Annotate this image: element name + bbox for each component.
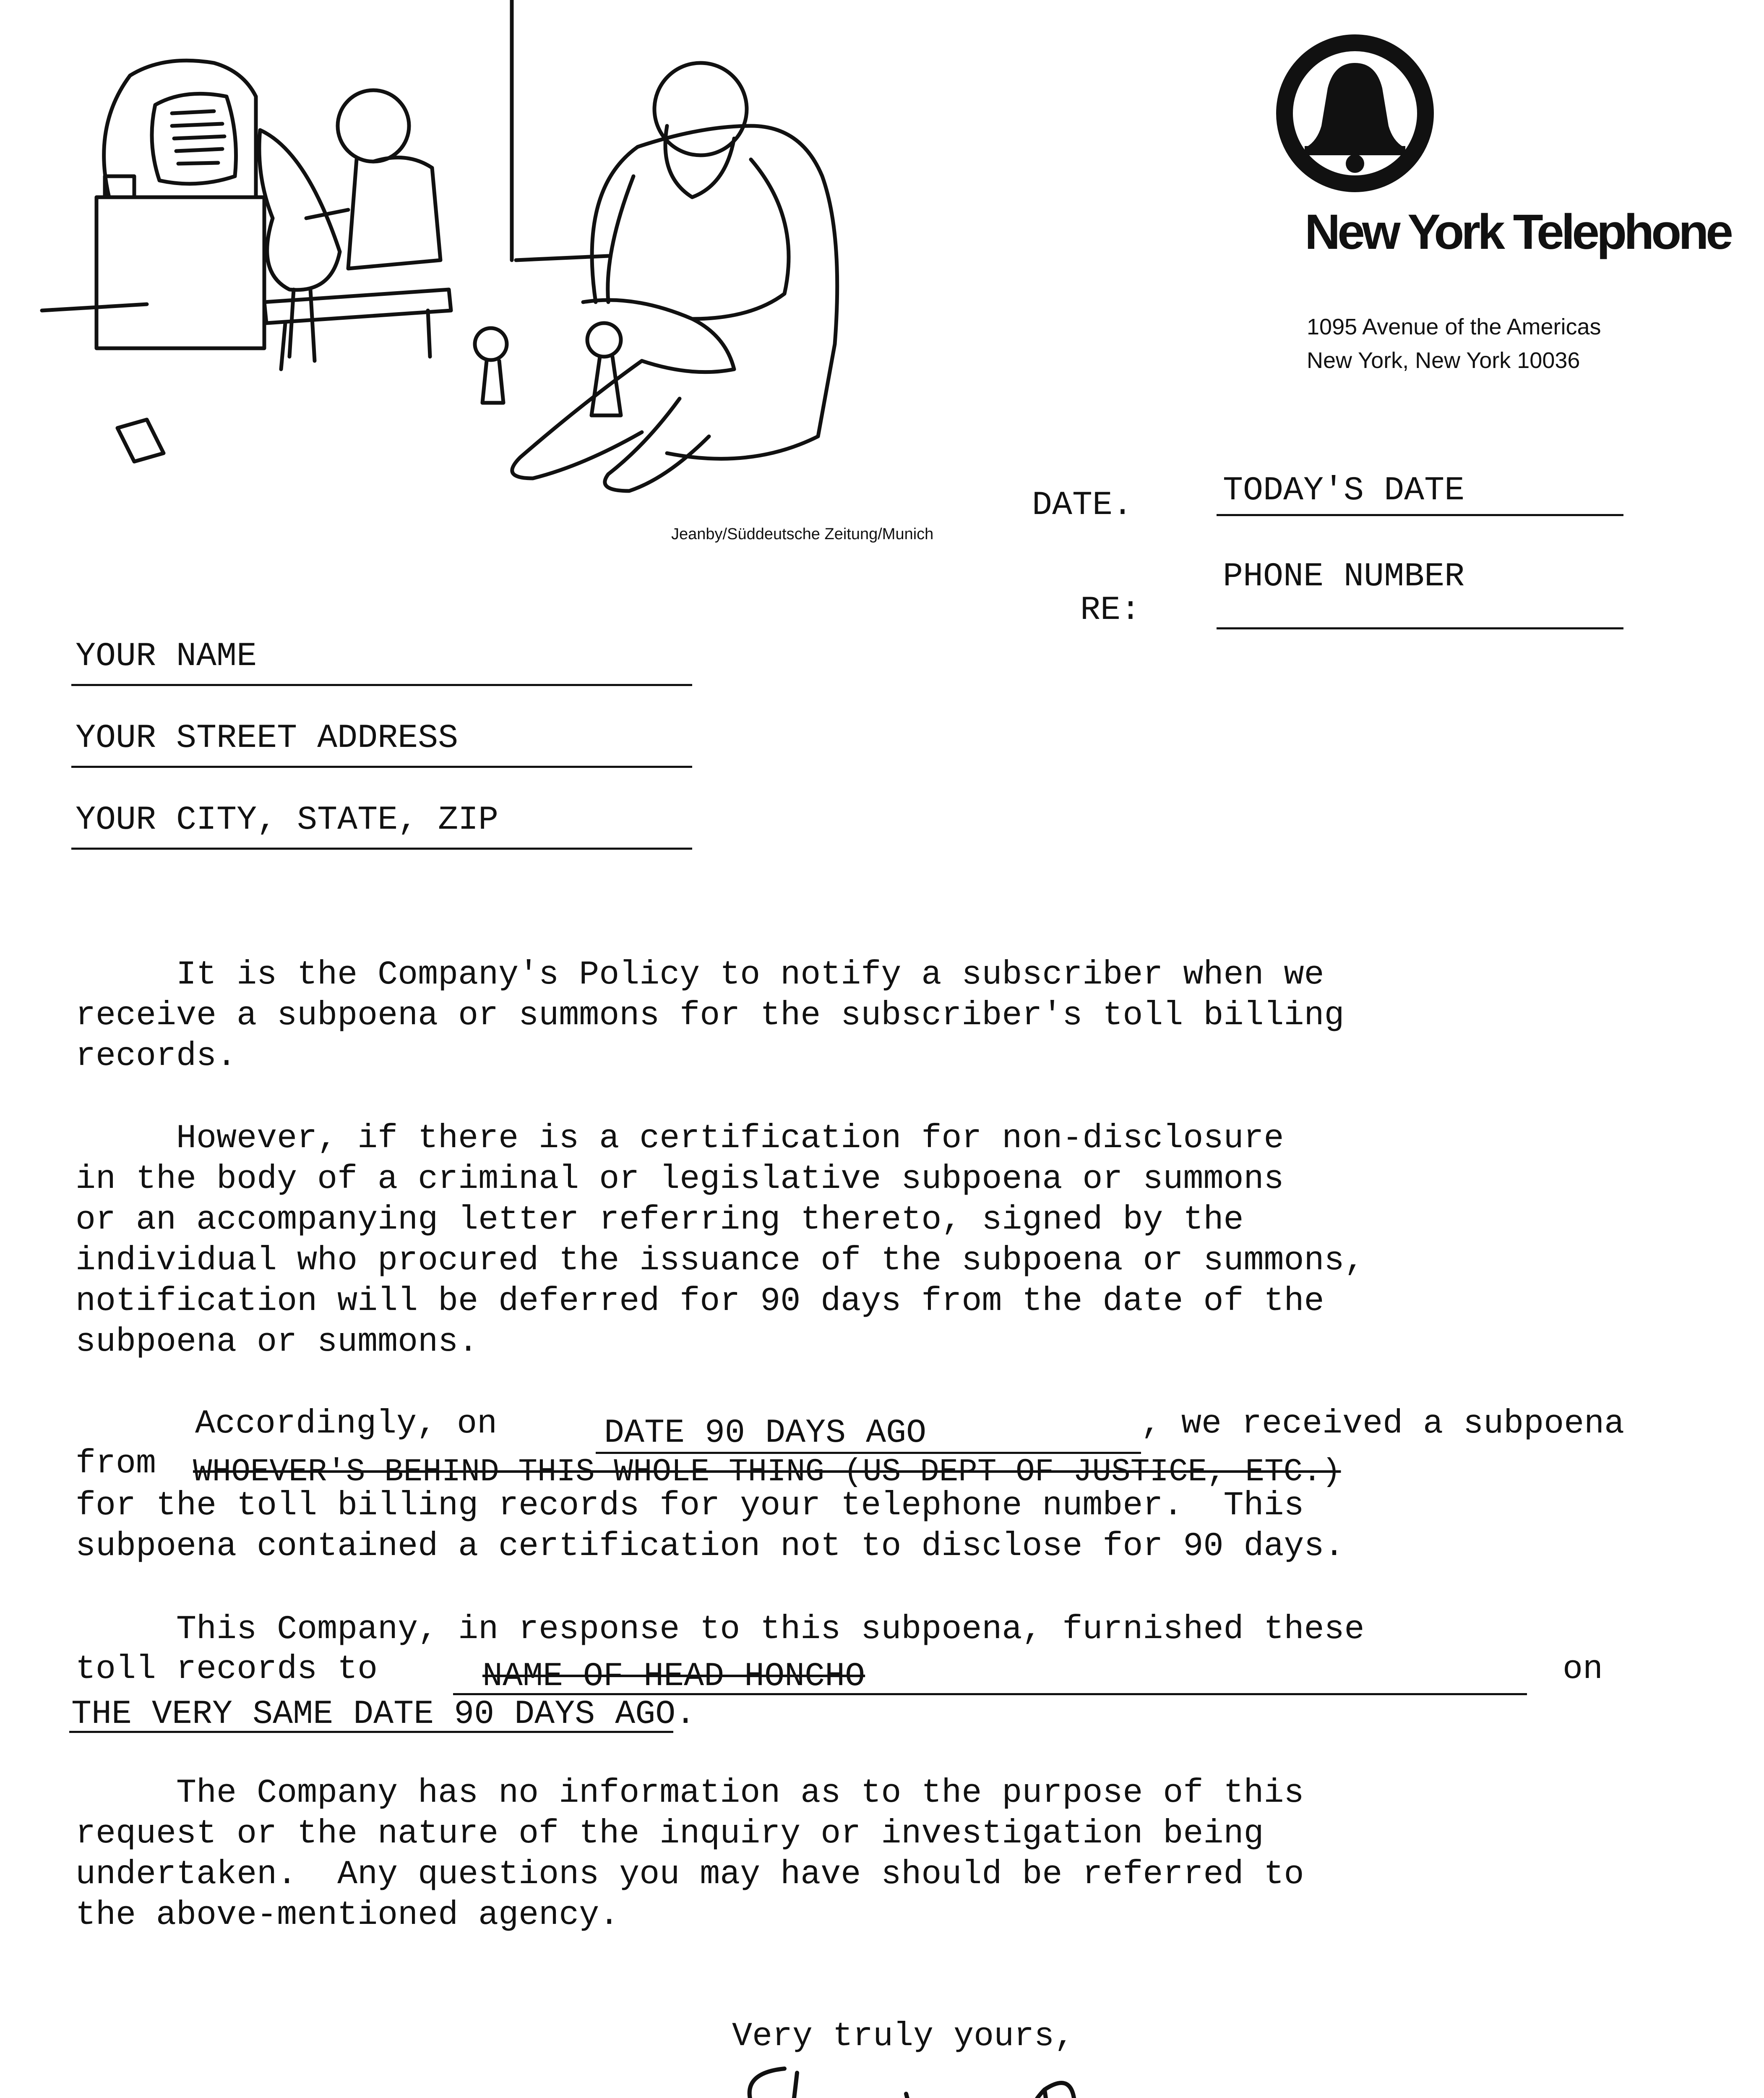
para4-to: toll records to: [76, 1650, 378, 1688]
company-address-line1: 1095 Avenue of the Americas: [1307, 314, 1601, 339]
cartoon-illustration: [38, 0, 1003, 516]
para3-tail: , we received a subpoena: [1141, 1405, 1625, 1443]
para3-from: from: [76, 1445, 156, 1483]
paragraph-policy: It is the Company's Policy to notify a subscriber when we receive a subpoena or summons for the subscriber's toll billing records.: [76, 956, 1344, 1075]
paragraph-subpoena-received: for the toll billing records for your telephone number. This subpoena contained a certification not to disclose for 90 days.: [76, 1487, 1344, 1566]
para4-on: on: [1563, 1650, 1603, 1688]
company-address-line2: New York, New York 10036: [1307, 348, 1580, 373]
para3-date-fill: DATE 90 DAYS AGO: [604, 1414, 927, 1452]
company-name: New York Telephone: [1305, 204, 1730, 260]
recipient-street-underline: [71, 766, 692, 768]
recipient-city-underline: [71, 848, 692, 850]
paragraph-non-disclosure: However, if there is a certification for non-disclosure in the body of a criminal or legislative subpoena or summons or an accompanying letter referring thereto, signed by the individual who procured the issuance of the subpoena or summons, notification will be deferred for 90 days from the date of the subpoena or summons.: [76, 1119, 1365, 1361]
date-underline: [1217, 514, 1623, 516]
paragraph-no-information: The Company has no information as to the purpose of this request or the nature of the inquiry or investigation being undertaken. Any questions you may have should be referred to the above-mentioned agency.: [76, 1774, 1304, 1934]
bell-logo-icon: [1275, 34, 1435, 193]
recipient-name: YOUR NAME: [76, 637, 257, 676]
re-underline: [1217, 627, 1623, 629]
recipient-city-state-zip: YOUR CITY, STATE, ZIP: [76, 801, 499, 839]
closing-salutation: Very truly yours,: [732, 2017, 1075, 2056]
para4-date-underline: [69, 1731, 673, 1733]
para4-date-fill: THE VERY SAME DATE 90 DAYS AGO.: [71, 1695, 696, 1733]
date-value: TODAY'S DATE: [1223, 472, 1465, 510]
recipient-name-underline: [71, 684, 692, 686]
re-label: RE:: [1080, 591, 1141, 629]
cartoon-credit: Jeanby/Süddeutsche Zeitung/Munich: [671, 525, 934, 543]
para3-lead: Accordingly, on: [195, 1405, 498, 1443]
para4-name-fill: NAME OF HEAD HONCHO: [482, 1657, 865, 1696]
para3-agency-fill: WHOEVER'S BEHIND THIS WHOLE THING (US DEPT OF JUSTICE, ETC.): [193, 1454, 1341, 1490]
re-value: PHONE NUMBER: [1223, 558, 1465, 596]
signature-graphic: [726, 2056, 1145, 2098]
paragraph-records-furnished: This Company, in response to this subpoena, furnished these: [76, 1610, 1365, 1649]
date-label: DATE.: [1032, 486, 1133, 524]
recipient-street: YOUR STREET ADDRESS: [76, 719, 459, 757]
